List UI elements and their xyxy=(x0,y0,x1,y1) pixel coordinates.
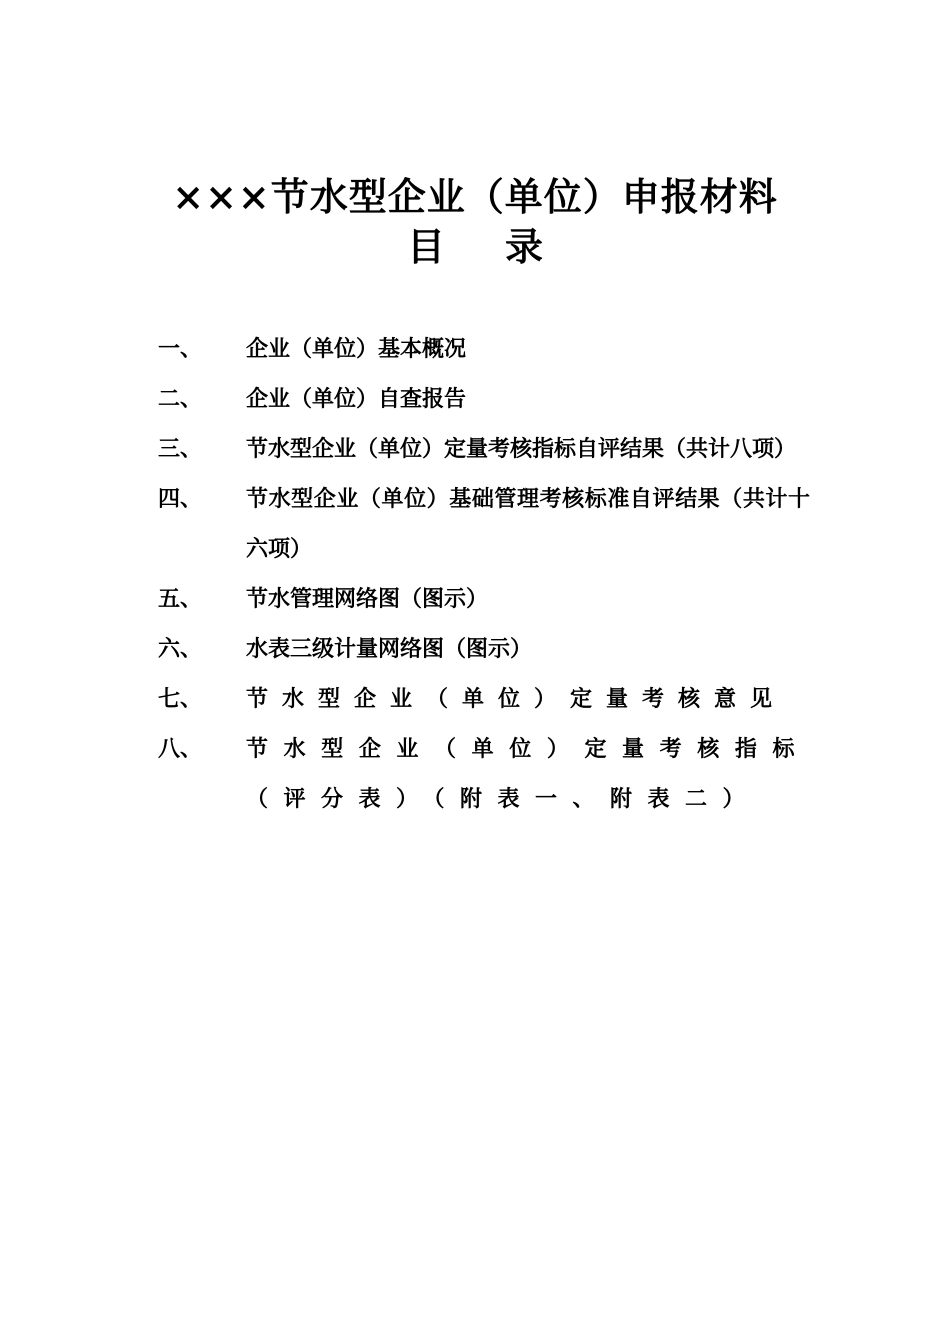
toc-item-number: 五、 xyxy=(158,586,203,612)
toc-item-number: 七、 xyxy=(158,686,203,712)
toc-item-number: 一、 xyxy=(158,336,203,362)
toc-item-text: 节水型企业（单位）定量考核指标（评分表）（附表一、附表二） xyxy=(246,736,810,812)
table-of-contents xyxy=(158,324,810,824)
toc-item-text: 节水管理网络图（图示） xyxy=(246,586,489,612)
toc-item-5[interactable] xyxy=(158,574,810,624)
document-subtitle: 目录 xyxy=(406,224,603,269)
document-title: ×××节水型企业（单位）申报材料 xyxy=(172,174,778,219)
toc-item-text: 企业（单位）自查报告 xyxy=(246,386,467,412)
toc-item-4[interactable] xyxy=(158,474,810,574)
toc-item-6[interactable] xyxy=(158,624,810,674)
toc-item-text: 节水型企业（单位）基础管理考核标准自评结果（共计十六项） xyxy=(246,486,810,562)
toc-item-text: 水表三级计量网络图（图示） xyxy=(246,636,533,662)
toc-item-number: 八、 xyxy=(158,736,203,762)
toc-item-number: 三、 xyxy=(158,436,203,462)
toc-item-2[interactable] xyxy=(158,374,810,424)
toc-item-3[interactable] xyxy=(158,424,810,474)
toc-item-text: 节水型企业（单位）定量考核意见 xyxy=(246,686,787,712)
toc-item-number: 四、 xyxy=(158,486,203,512)
toc-item-text: 企业（单位）基本概况 xyxy=(246,336,467,362)
toc-item-number: 六、 xyxy=(158,636,203,662)
toc-item-number: 二、 xyxy=(158,386,203,412)
toc-item-7[interactable] xyxy=(158,674,810,724)
toc-item-1[interactable] xyxy=(158,324,810,374)
toc-item-text: 节水型企业（单位）定量考核指标自评结果（共计八项） xyxy=(246,436,797,462)
title-block xyxy=(0,172,950,272)
toc-item-8[interactable] xyxy=(158,724,810,824)
